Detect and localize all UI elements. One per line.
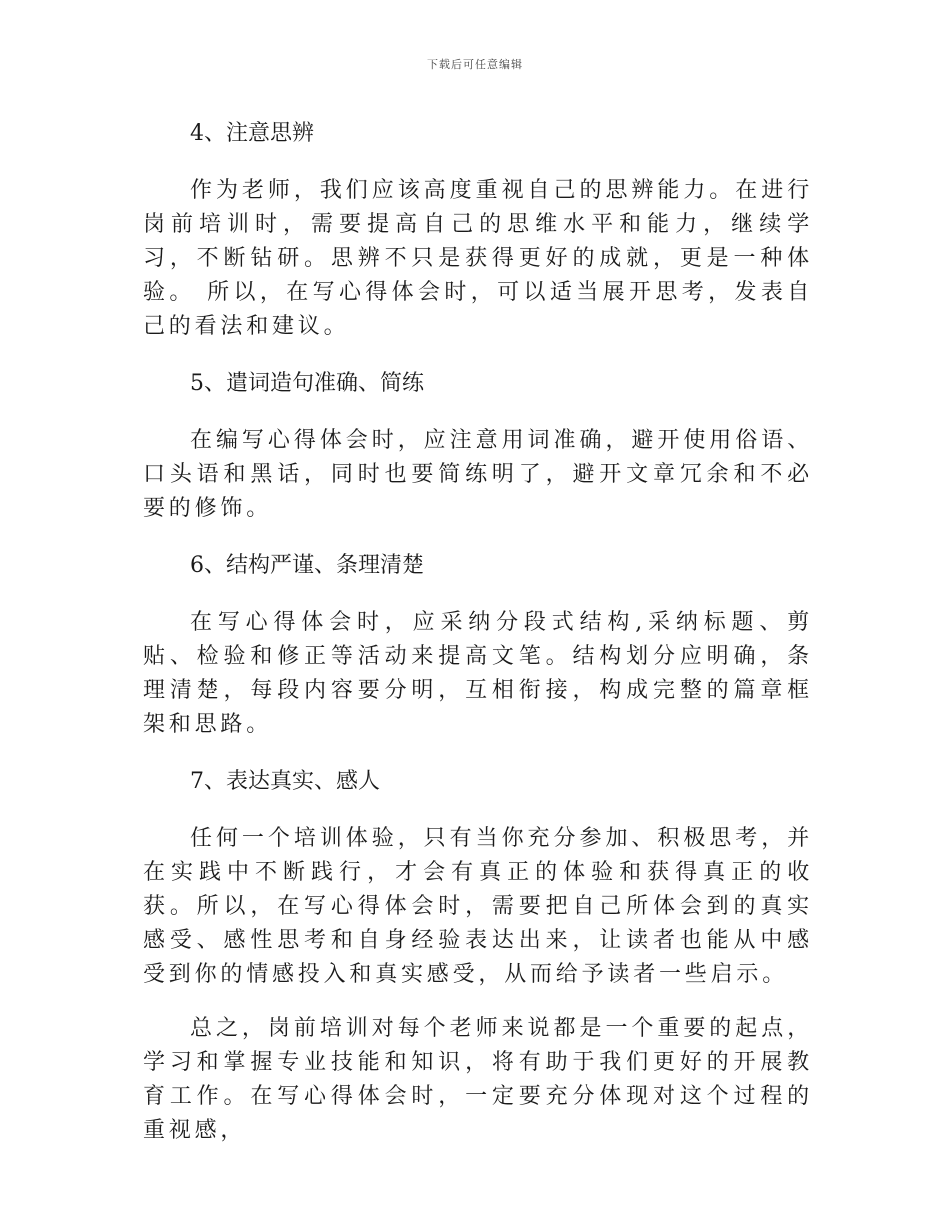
section-heading-4: 4、注意思辨 [190,121,314,146]
document-body [143,114,813,1168]
section-body-7: 任何一个培训体验，只有当你充分参加、积极思考，并在实践中不断践行，才会有真正的体验和获得真正的收获。所以，在写心得体会时，需要把自己所体会到的真实感受、感性思考和自身经验表达出来，让读者也能从中感受到你的情感投入和真实感受，从而给予读者一些启示。 [143,826,813,987]
section-body-4: 作为老师，我们应该高度重视自己的思辨能力。在进行岗前培训时，需要提高自己的思维水平和能力，继续学习，不断钻研。思辨不只是获得更好的成就，更是一种体验。 所以，在写心得体会时，可以适当展开思考，发表自己的看法和建议。 [143,178,813,339]
section-heading-6: 6、结构严谨、条理清楚 [190,553,424,578]
conclusion-paragraph: 总之，岗前培训对每个老师来说都是一个重要的起点，学习和掌握专业技能和知识，将有助于我们更好的开展教育工作。在写心得体会时，一定要充分体现对这个过程的重视感， [143,1016,813,1143]
page-header: 下载后可任意编辑 [427,58,523,71]
section-heading-7: 7、表达真实、感人 [190,769,380,794]
section-body-6: 在写心得体会时，应采纳分段式结构,采纳标题、剪贴、检验和修正等活动来提高文笔。结构划分应明确，条理清楚，每段内容要分明，互相衔接，构成完整的篇章框架和思路。 [143,610,813,737]
section-heading-5: 5、遣词造句准确、简练 [190,371,424,396]
section-body-5: 在编写心得体会时，应注意用词准确，避开使用俗语、口头语和黑话，同时也要简练明了，避开文章冗余和不必要的修饰。 [143,428,813,521]
